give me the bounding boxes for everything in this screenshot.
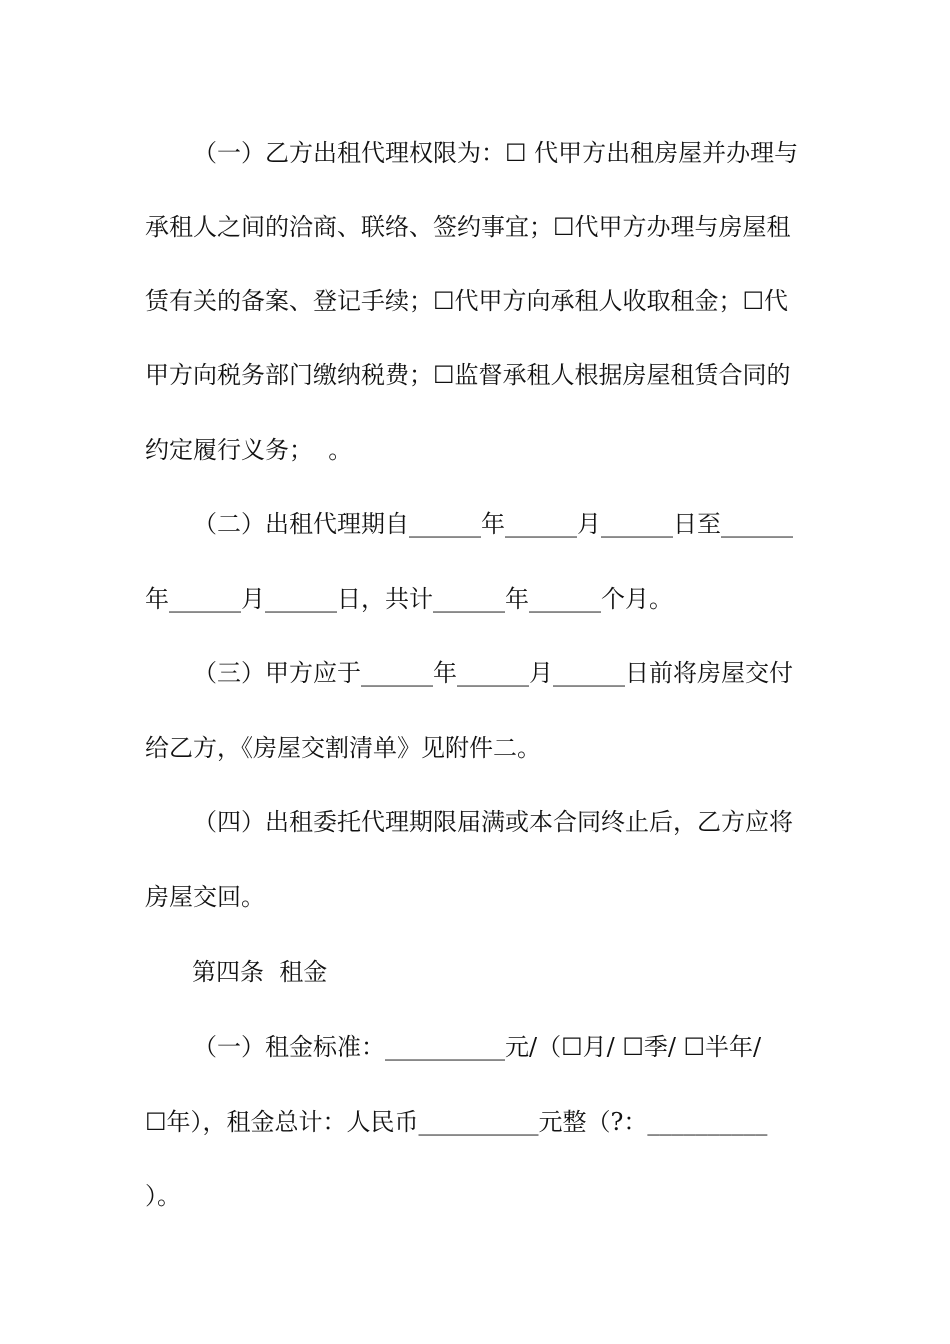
clause-3-line-2: 给乙方，《房屋交割清单》见附件二。 [145,734,541,762]
rent-clause-line-1: （一）租金标准：__________元/（☐月/ ☐季/ ☐半年/ [193,1033,762,1061]
rent-clause-line-2: ☐年），租金总计：人民币__________元整（?：__________ [145,1108,768,1136]
clause-4-line-2: 房屋交回。 [145,883,265,911]
clause-4-line-1: （四）出租委托代理期限届满或本合同终止后，乙方应将 [193,808,793,836]
clause-1-line-5: 约定履行义务； 。 [145,436,353,464]
clause-1-line-3: 赁有关的备案、登记手续；☐代甲方向承租人收取租金；☐代 [145,287,789,315]
clause-1-line-4: 甲方向税务部门缴纳税费；☐监督承租人根据房屋租赁合同的 [145,361,791,389]
clause-2-line-1: （二）出租代理期自______年______月______日至______ [193,510,793,538]
clause-1-line-2: 承租人之间的洽商、联络、签约事宜；☐代甲方办理与房屋租 [145,213,791,241]
clause-1-line-1: （一）乙方出租代理权限为：☐ 代甲方出租房屋并办理与 [193,139,799,167]
section-heading-article-4: 第四条 租金 [192,958,328,986]
clause-3-line-1: （三）甲方应于______年______月______日前将房屋交付 [193,659,793,687]
rent-clause-line-3: ）。 [145,1182,181,1210]
clause-2-line-2: 年______月______日，共计______年______个月。 [145,585,673,613]
